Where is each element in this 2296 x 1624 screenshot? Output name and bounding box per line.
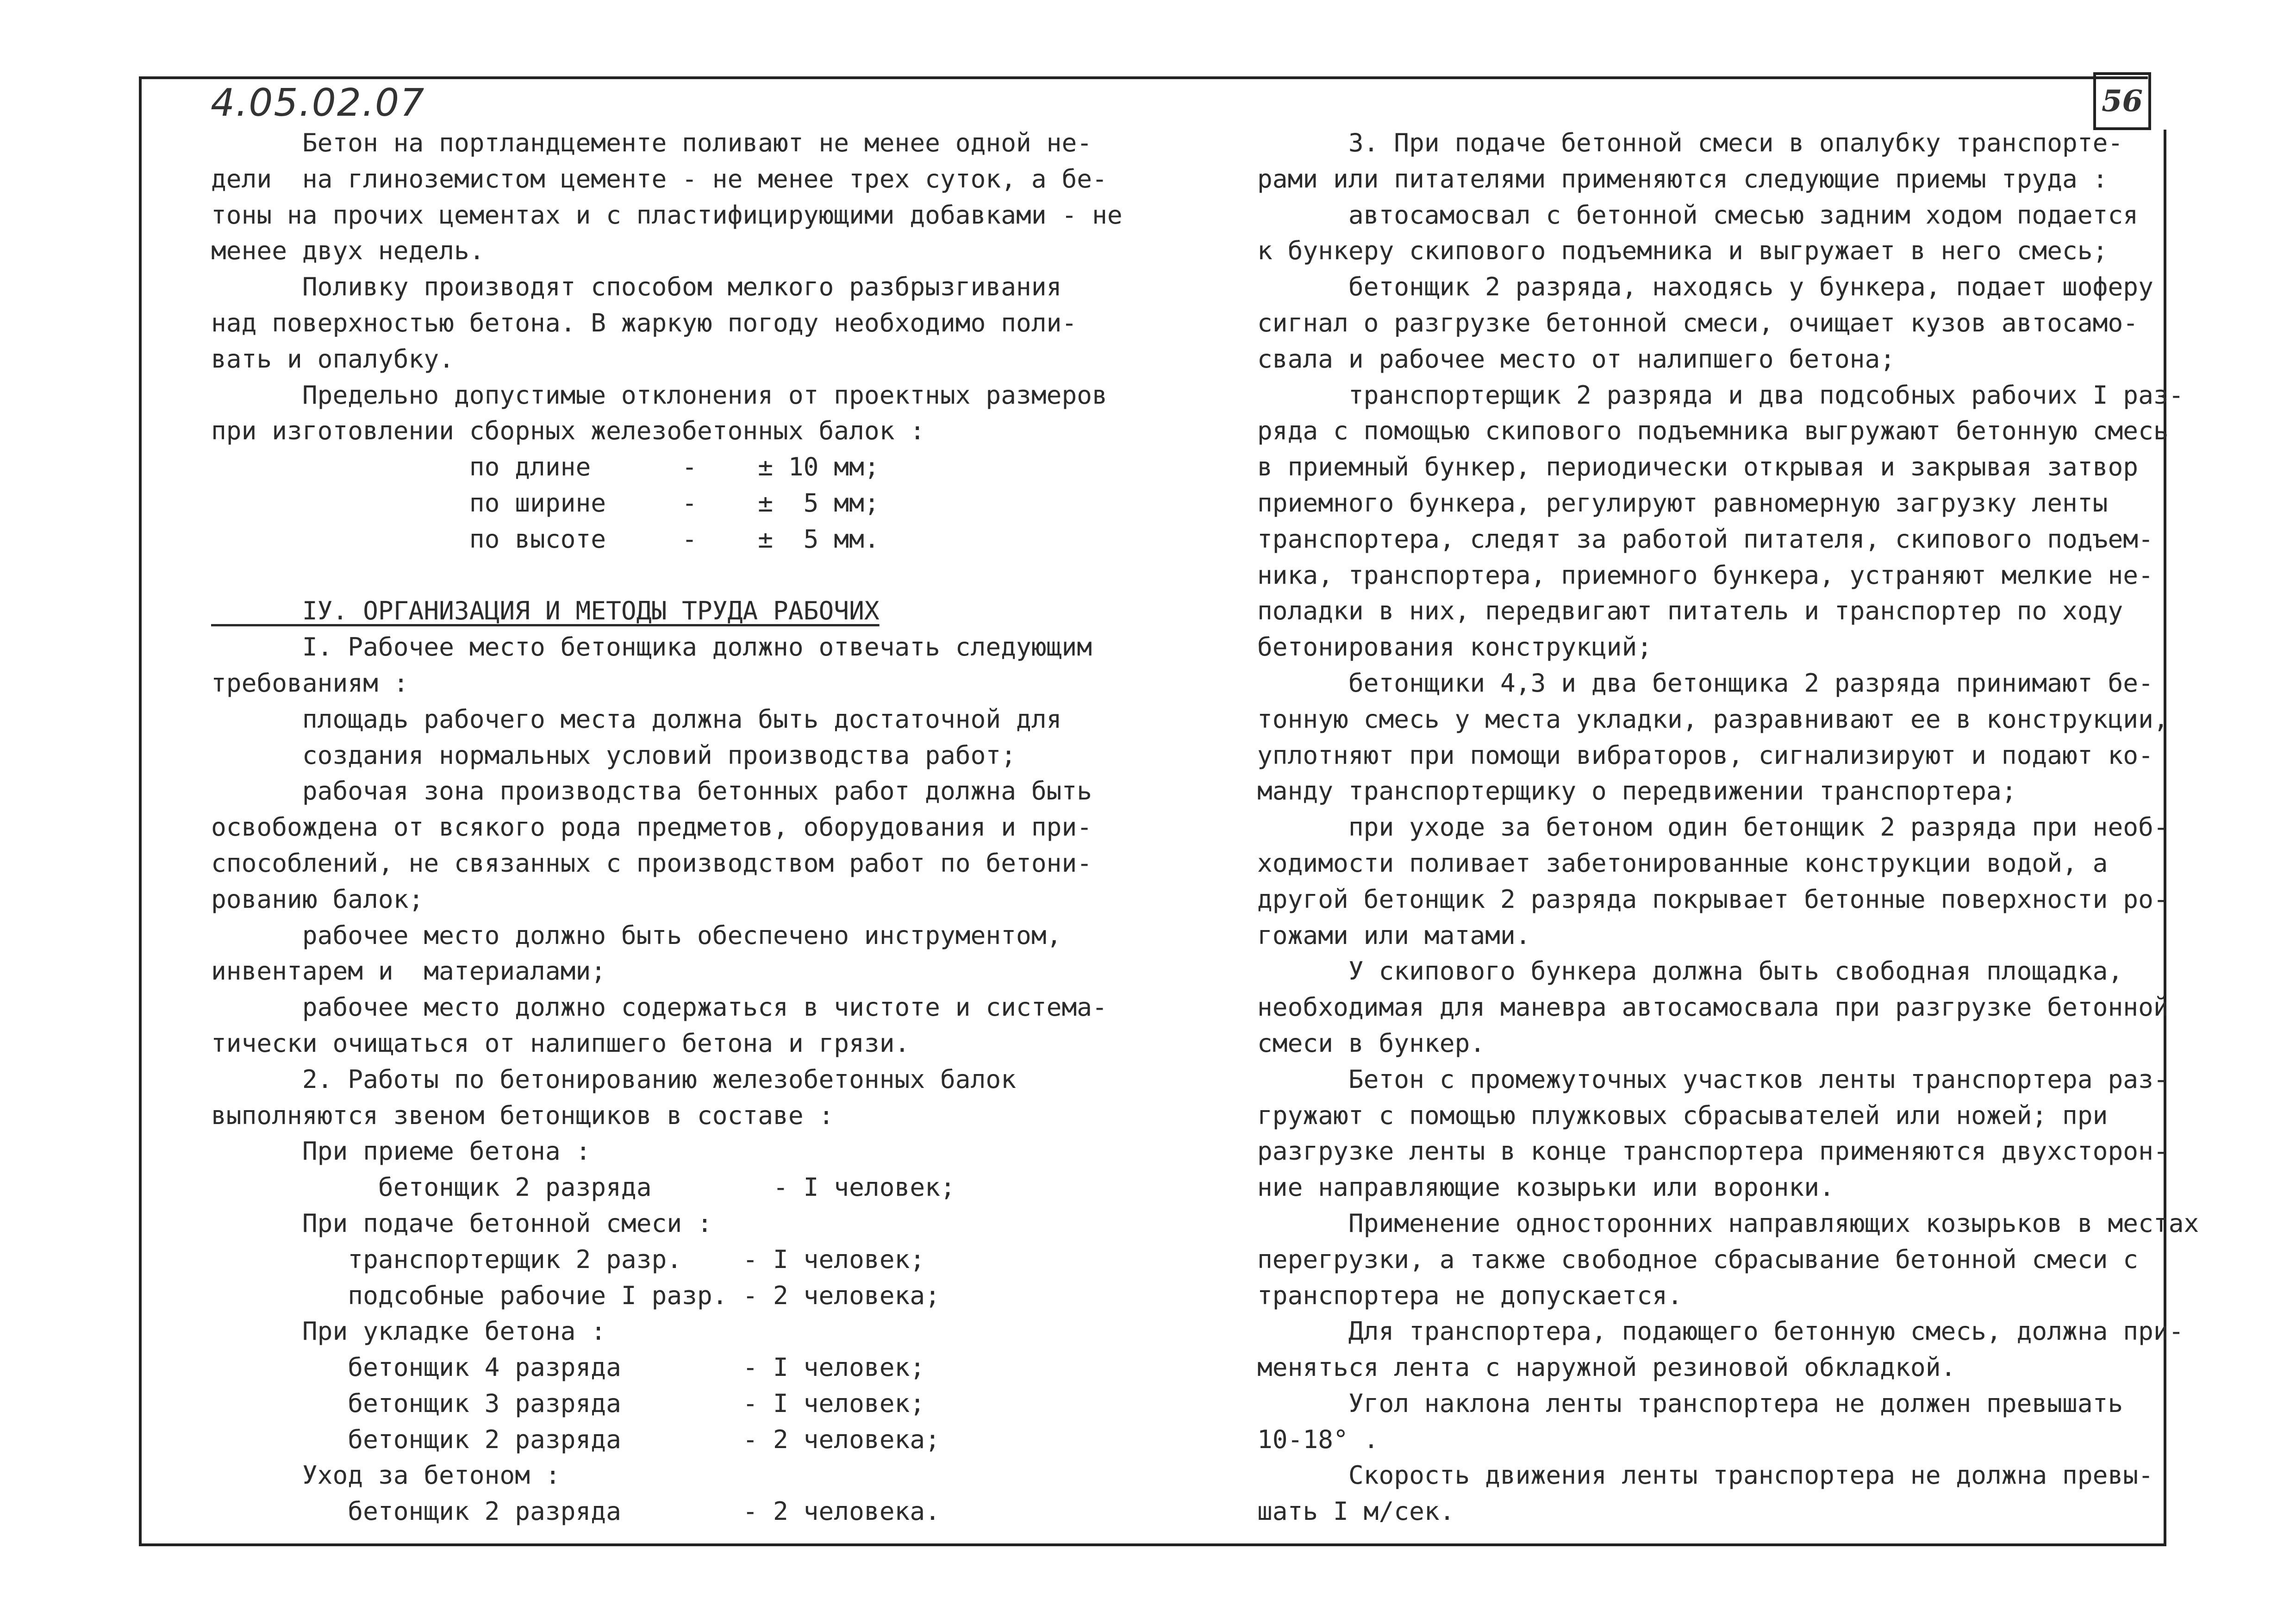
- right-column-line-30: ние направляющие козырьки или воронки.: [1257, 1172, 1834, 1202]
- right-column-line-4: к бункеру скипового подъемника и выгружает в него смесь;: [1257, 236, 2108, 266]
- left-column-line-24: инвентарем и материалами;: [211, 956, 606, 986]
- left-column-line-36: бетонщик 3 разряда - I человек;: [211, 1388, 925, 1418]
- left-column-line-9: при изготовлении сборных железобетонных балок :: [211, 416, 925, 446]
- left-column-line-33: подсобные рабочие I разр. - 2 человека;: [211, 1280, 940, 1310]
- right-column-line-6: сигнал о разгрузке бетонной смеси, очищает кузов автосамо-: [1257, 307, 2139, 337]
- right-column-line-32: перегрузки, а также свободное сбрасывание бетонной смеси с: [1257, 1244, 2139, 1274]
- right-column-line-2: рами или питателями применяются следующие приемы труда :: [1257, 163, 2108, 194]
- right-column-line-26: смеси в бункер.: [1257, 1028, 1485, 1058]
- right-column-line-16: бетонщики 4,3 и два бетонщика 2 разряда принимают бе-: [1257, 668, 2153, 698]
- left-column-line-34: При укладке бетона :: [211, 1316, 606, 1346]
- left-column-line-37: бетонщик 2 разряда - 2 человека;: [211, 1424, 940, 1454]
- left-column-line-4: менее двух недель.: [211, 236, 485, 266]
- right-column-line-23: гожами или матами.: [1257, 920, 1531, 950]
- right-column-line-33: транспортера не допускается.: [1257, 1280, 1683, 1310]
- right-column-line-22: другой бетонщик 2 разряда покрывает бетонные поверхности ро-: [1257, 884, 2169, 914]
- right-column-line-3: автосамосвал с бетонной смесью задним ходом подается: [1257, 200, 2139, 230]
- left-column-line-10: по длине - ± 10 мм;: [211, 452, 880, 482]
- right-column-line-15: бетонирования конструкций;: [1257, 632, 1653, 662]
- right-column-line-14: поладки в них, передвигают питатель и транспортер по ходу: [1257, 596, 2123, 626]
- left-column-line-19: рабочая зона производства бетонных работ должна быть: [211, 776, 1092, 806]
- right-column-line-31: Применение односторонних направляющих козырьков в местах: [1257, 1208, 2199, 1238]
- left-column-line-28: выполняются звеном бетонщиков в составе :: [211, 1100, 834, 1130]
- right-column-line-27: Бетон с промежуточных участков ленты транспортера раз-: [1257, 1064, 2169, 1094]
- right-column-line-35: меняться лента с наружной резиновой обкладкой.: [1257, 1352, 1956, 1382]
- right-column-line-7: свала и рабочее место от налипшего бетона;: [1257, 344, 1896, 374]
- left-column-line-35: бетонщик 4 разряда - I человек;: [211, 1352, 925, 1382]
- left-column-line-17: площадь рабочего места должна быть достаточной для: [211, 704, 1062, 734]
- left-column-line-15: I. Рабочее место бетонщика должно отвечать следующим: [211, 632, 1092, 662]
- left-column-line-2: дели на глиноземистом цементе - не менее трех суток, а бе-: [211, 163, 1107, 194]
- left-column-line-27: 2. Работы по бетонированию железобетонных балок: [211, 1064, 1017, 1094]
- left-column-line-8: Предельно допустимые отклонения от проектных размеров: [211, 380, 1107, 410]
- right-column-line-29: разгрузке ленты в конце транспортера применяются двухсторон-: [1257, 1136, 2169, 1166]
- right-column-line-5: бетонщик 2 разряда, находясь у бункера, подает шоферу: [1257, 272, 2153, 302]
- right-column-line-12: транспортера, следят за работой питателя, скипового подъем-: [1257, 524, 2153, 554]
- right-column-line-24: У скипового бункера должна быть свободная площадка,: [1257, 956, 2123, 986]
- right-column-line-36: Угол наклона ленты транспортера не должен превышать: [1257, 1388, 2123, 1418]
- right-column-line-1: 3. При подаче бетонной смеси в опалубку транспорте-: [1257, 128, 2123, 157]
- right-column-line-38: Скорость движения ленты транспортера не должна превы-: [1257, 1460, 2153, 1490]
- left-column-line-21: способлений, не связанных с производством работ по бетони-: [211, 848, 1092, 878]
- right-column-line-21: ходимости поливает забетонированные конструкции водой, а: [1257, 848, 2108, 878]
- right-column-line-34: Для транспортера, подающего бетонную смесь, должна при-: [1257, 1316, 2184, 1346]
- left-column-line-38: Уход за бетоном :: [211, 1460, 561, 1490]
- left-column-line-1: Бетон на портландцементе поливают не менее одной не-: [211, 128, 1092, 157]
- left-column-line-13: [211, 557, 1123, 593]
- left-column-line-39: бетонщик 2 разряда - 2 человека.: [211, 1496, 940, 1526]
- left-column-line-16: требованиям :: [211, 668, 409, 698]
- frame-left-border: [139, 76, 142, 1546]
- frame-top-border: [139, 76, 2148, 79]
- left-column-line-20: освобождена от всякого рода предметов, оборудования и при-: [211, 812, 1092, 842]
- document-code: 4.05.02.07: [211, 81, 425, 125]
- left-column-line-11: по ширине - ± 5 мм;: [211, 487, 880, 518]
- left-column-line-6: над поверхностью бетона. В жаркую погоду необходимо поли-: [211, 307, 1077, 337]
- left-column-line-12: по высоте - ± 5 мм.: [211, 524, 880, 554]
- left-column-line-14: IУ. ОРГАНИЗАЦИЯ И МЕТОДЫ ТРУДА РАБОЧИХ: [211, 596, 880, 626]
- right-column-line-39: шать I м/сек.: [1257, 1496, 1455, 1526]
- left-column-line-7: вать и опалубку.: [211, 344, 454, 374]
- right-column-line-9: ряда с помощью скипового подъемника выгружают бетонную смесь: [1257, 416, 2169, 446]
- right-column-line-11: приемного бункера, регулируют равномерную загрузку ленты: [1257, 487, 2108, 518]
- left-column-line-5: Поливку производят способом мелкого разбрызгивания: [211, 272, 1062, 302]
- left-column-line-23: рабочее место должно быть обеспечено инструментом,: [211, 920, 1062, 950]
- page-number-box: [2093, 72, 2151, 130]
- right-column-text: [1257, 125, 2199, 1530]
- right-column-line-19: манду транспортерщику о передвижении транспортера;: [1257, 776, 2017, 806]
- page-number: 56: [2101, 84, 2143, 119]
- right-column-line-10: в приемный бункер, периодически открывая и закрывая затвор: [1257, 452, 2139, 482]
- right-column-line-20: при уходе за бетоном один бетонщик 2 разряда при необ-: [1257, 812, 2169, 842]
- right-column-line-25: необходимая для маневра автосамосвала при разгрузке бетонной: [1257, 992, 2169, 1022]
- left-column-line-18: создания нормальных условий производства работ;: [211, 740, 1017, 770]
- left-column-line-25: рабочее место должно содержаться в чистоте и система-: [211, 992, 1107, 1022]
- right-column-line-18: уплотняют при помощи вибраторов, сигнализируют и подают ко-: [1257, 740, 2153, 770]
- left-column-line-29: При приеме бетона :: [211, 1136, 591, 1166]
- left-column-line-30: бетонщик 2 разряда - I человек;: [211, 1172, 955, 1202]
- left-column-text: [211, 125, 1123, 1530]
- left-column-line-32: транспортерщик 2 разр. - I человек;: [211, 1244, 925, 1274]
- frame-bottom-border: [139, 1543, 2166, 1546]
- left-column-line-3: тоны на прочих цементах и с пластифицирующими добавками - не: [211, 200, 1123, 230]
- left-column-line-31: При подаче бетонной смеси :: [211, 1208, 712, 1238]
- right-column-line-28: гружают с помощью плужковых сбрасывателей или ножей; при: [1257, 1100, 2108, 1130]
- right-column-line-17: тонную смесь у места укладки, разравнивают ее в конструкции,: [1257, 704, 2169, 734]
- right-column-line-37: 10-18° .: [1257, 1424, 1379, 1454]
- left-column-line-22: рованию балок;: [211, 884, 424, 914]
- left-column-line-26: тически очищаться от налипшего бетона и грязи.: [211, 1028, 910, 1058]
- right-column-line-8: транспортерщик 2 разряда и два подсобных рабочих I раз-: [1257, 380, 2184, 410]
- right-column-line-13: ника, транспортера, приемного бункера, устраняют мелкие не-: [1257, 560, 2153, 590]
